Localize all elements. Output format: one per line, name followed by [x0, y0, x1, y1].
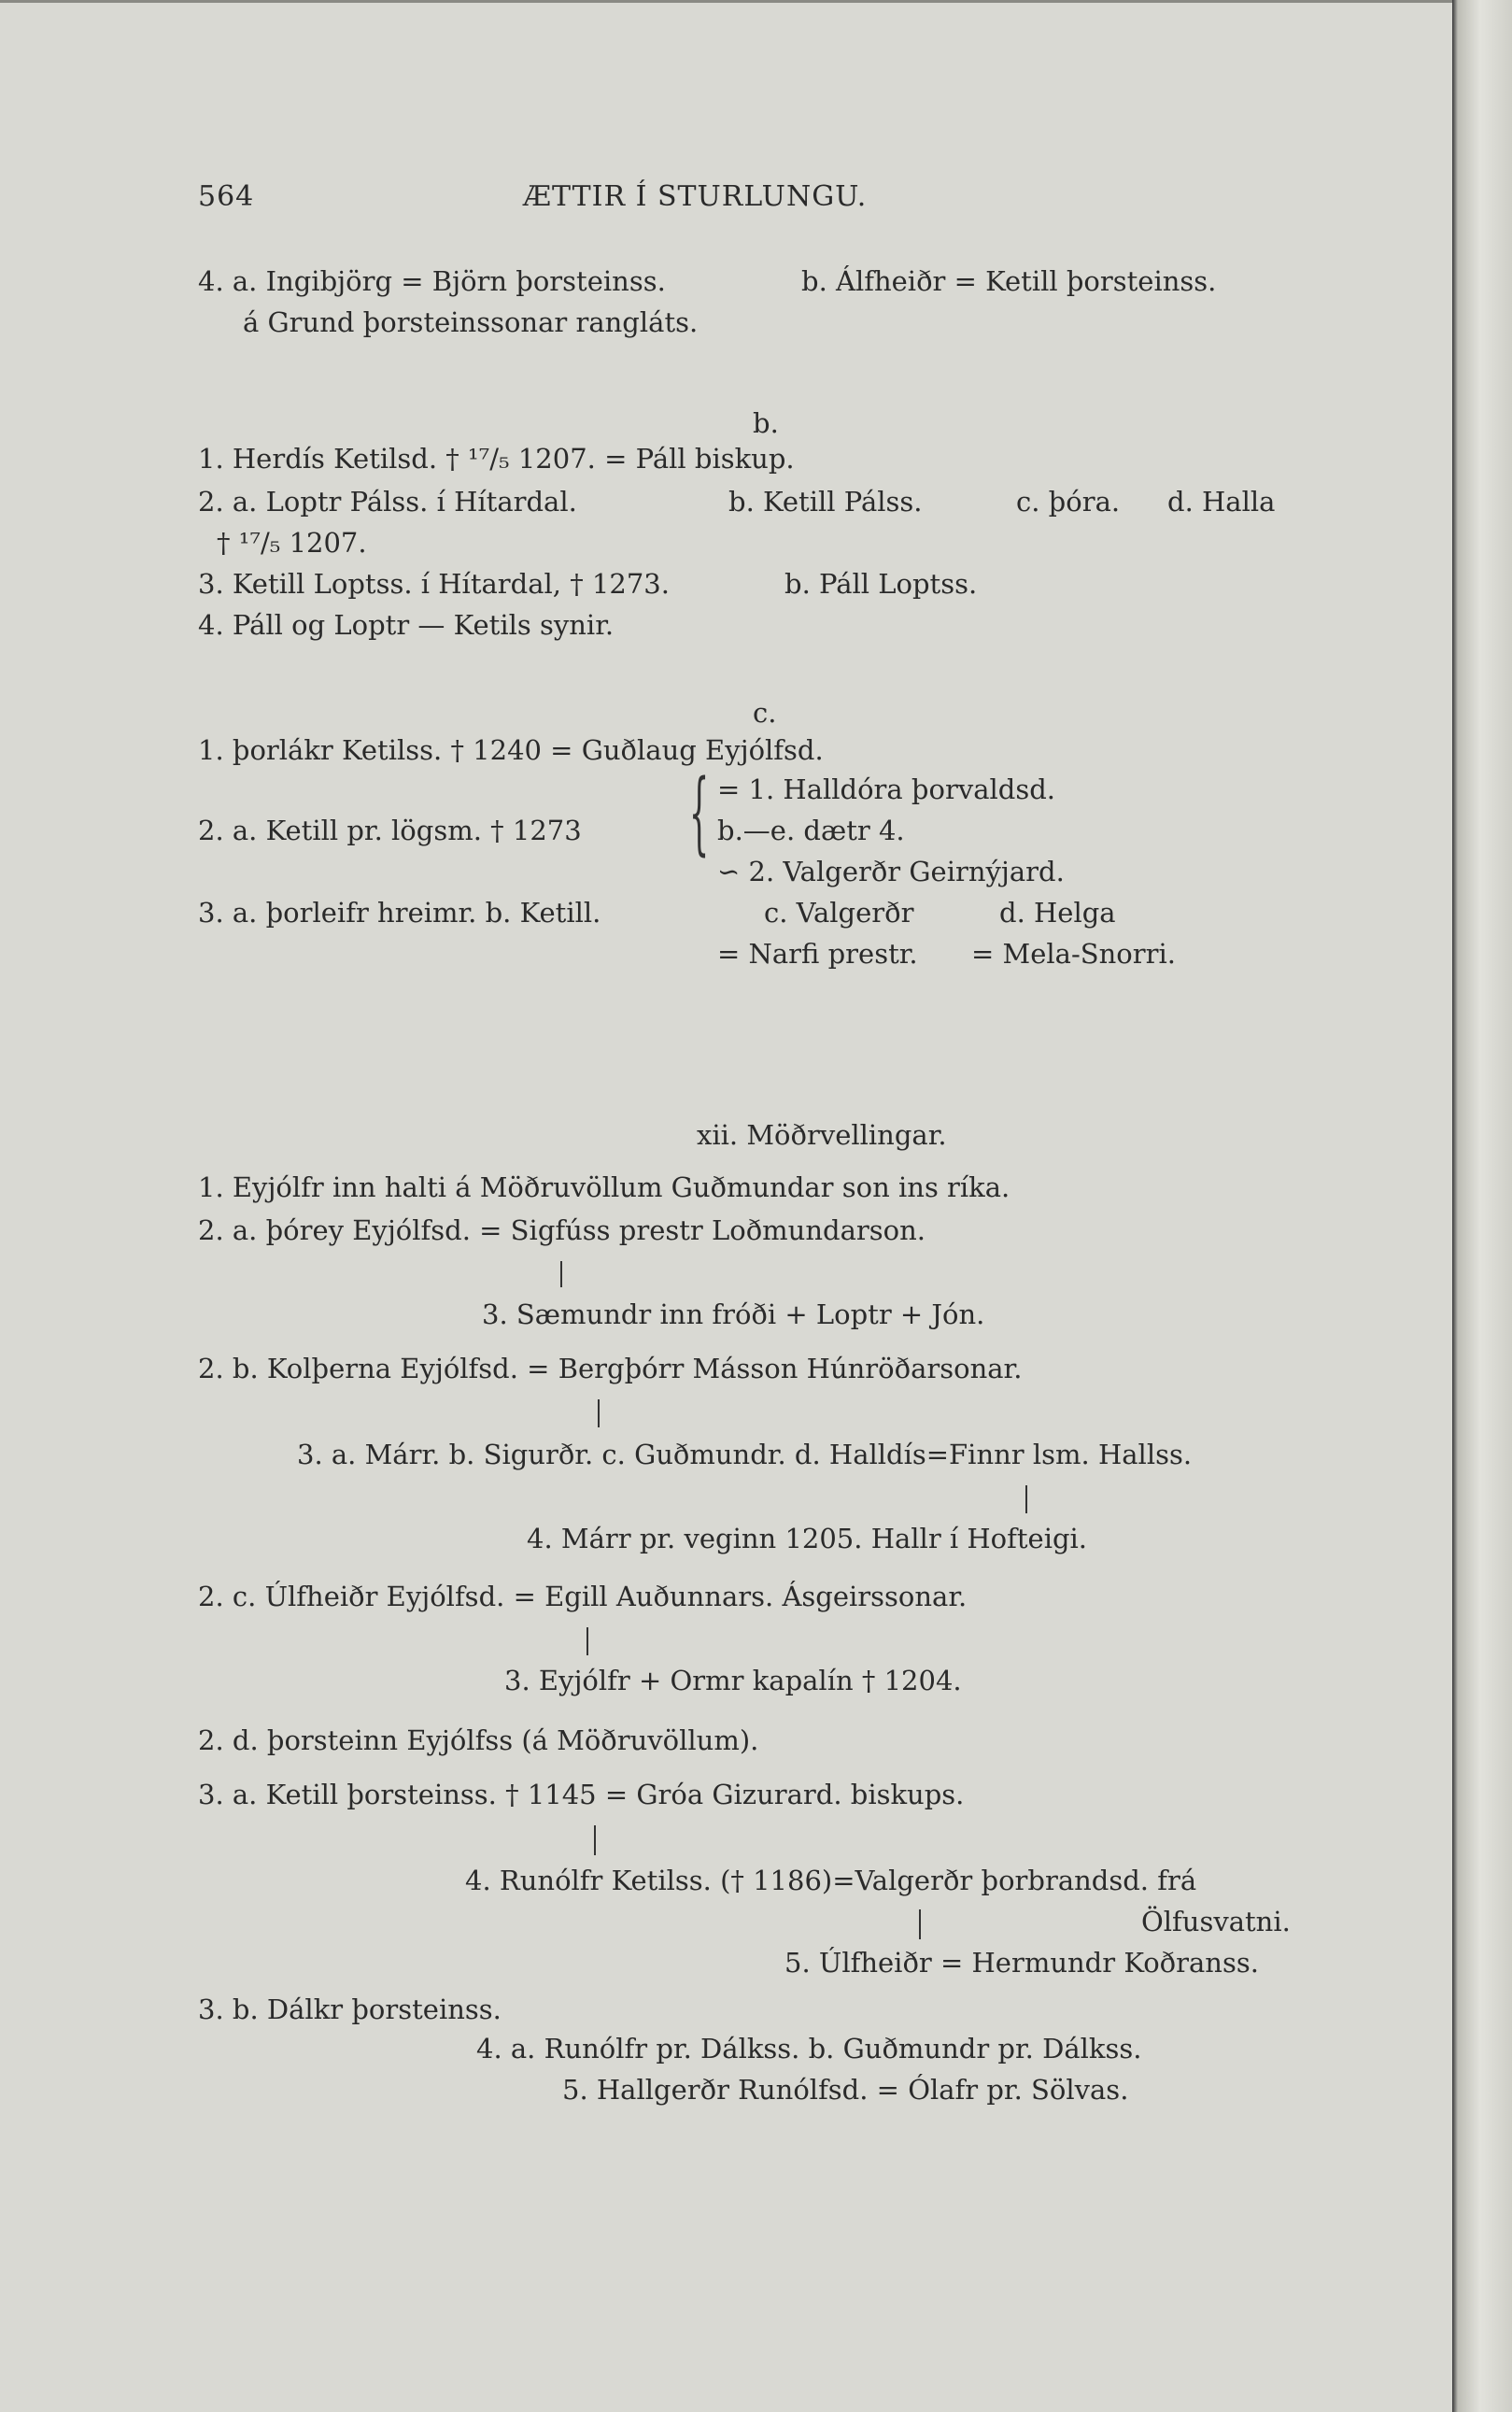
text-line: b. Ketill Pálss.	[728, 486, 923, 518]
text-line: = Mela-Snorri.	[971, 938, 1176, 970]
text-line: c. Valgerðr	[764, 897, 914, 929]
text-line: 2. d. þorsteinn Eyjólfss (á Möðruvöllum).	[198, 1724, 759, 1756]
stemma-connector	[1025, 1485, 1027, 1513]
text-line: 1. þorlákr Ketilss. † 1240 = Guðlaug Eyjólfsd.	[198, 734, 824, 766]
text-line: c. þóra.	[1016, 486, 1121, 518]
text-line: 3. Eyjólfr + Ormr kapalín † 1204.	[504, 1665, 962, 1696]
text-line: 5. Hallgerðr Runólfsd. = Ólafr pr. Sölvas.	[562, 2074, 1129, 2106]
text-line: ∽ 2. Valgerðr Geirnýjard.	[717, 856, 1065, 887]
text-line: 4. a. Runólfr pr. Dálkss. b. Guðmundr pr. Dálkss.	[476, 2033, 1142, 2064]
text-line: 1. Eyjólfr inn halti á Möðruvöllum Guðmundar son ins ríka.	[198, 1171, 1010, 1203]
page-top-rule	[0, 0, 1457, 3]
text-line: Ölfusvatni.	[1141, 1906, 1291, 1937]
text-line: 4. a. Ingibjörg = Björn þorsteinss.	[198, 265, 666, 297]
text-line: 4. Páll og Loptr — Ketils synir.	[198, 609, 615, 641]
stemma-connector	[594, 1825, 596, 1855]
text-line: d. Halla	[1167, 486, 1276, 518]
text-line: 2. c. Úlfheiðr Eyjólfsd. = Egill Auðunnars. Ásgeirssonar.	[198, 1581, 968, 1612]
page-number: 564	[198, 180, 255, 213]
text-line: 3. a. þorleifr hreimr. b. Ketill.	[198, 897, 601, 929]
text-line: 2. b. Kolþerna Eyjólfsd. = Bergþórr Másson Húnröðarsonar.	[198, 1353, 1023, 1384]
text-line: 2. a. Ketill pr. lögsm. † 1273	[198, 815, 582, 846]
section-heading: xii. Möðrvellingar.	[697, 1119, 947, 1151]
text-line: = Narfi prestr.	[717, 938, 918, 970]
book-gutter	[1452, 0, 1512, 2412]
text-line: 3. Ketill Loptss. í Hítardal, † 1273.	[198, 568, 670, 600]
stemma-connector	[598, 1399, 600, 1427]
stemma-connector	[560, 1261, 562, 1287]
curly-brace-icon: {	[688, 760, 710, 865]
stemma-connector	[919, 1909, 921, 1939]
running-title: ÆTTIR Í STURLUNGU.	[523, 180, 868, 213]
text-line: 5. Úlfheiðr = Hermundr Koðranss.	[784, 1947, 1259, 1979]
text-line: 3. a. Márr. b. Sigurðr. c. Guðmundr. d. Halldís=Finnr lsm. Hallss.	[297, 1439, 1193, 1470]
text-line: 3. a. Ketill þorsteinss. † 1145 = Gróa Gizurard. biskups.	[198, 1779, 965, 1810]
text-line: = 1. Halldóra þorvaldsd.	[717, 773, 1055, 805]
text-line: b. Páll Loptss.	[784, 568, 978, 600]
text-line: 1. Herdís Ketilsd. † ¹⁷/₅ 1207. = Páll biskup.	[198, 443, 795, 475]
text-line: 3. b. Dálkr þorsteinss.	[198, 1993, 502, 2025]
text-line: b.—e. dætr 4.	[717, 815, 905, 846]
text-line: d. Helga	[999, 897, 1116, 929]
stemma-connector	[586, 1627, 588, 1655]
section-heading: c.	[753, 697, 777, 729]
text-line: 4. Runólfr Ketilss. († 1186)=Valgerðr þorbrandsd. frá	[465, 1865, 1197, 1896]
text-line: 3. Sæmundr inn fróði + Loptr + Jón.	[482, 1298, 985, 1330]
text-line: á Grund þorsteinssonar rangláts.	[243, 306, 699, 338]
text-line: 2. a. þórey Eyjólfsd. = Sigfúss prestr Loðmundarson.	[198, 1214, 926, 1246]
section-heading: b.	[753, 407, 779, 439]
text-line: b. Álfheiðr = Ketill þorsteinss.	[801, 265, 1217, 297]
text-line: 2. a. Loptr Pálss. í Hítardal.	[198, 486, 577, 518]
text-line: 4. Márr pr. veginn 1205. Hallr í Hofteigi.	[527, 1523, 1088, 1554]
text-line: † ¹⁷/₅ 1207.	[217, 527, 367, 559]
